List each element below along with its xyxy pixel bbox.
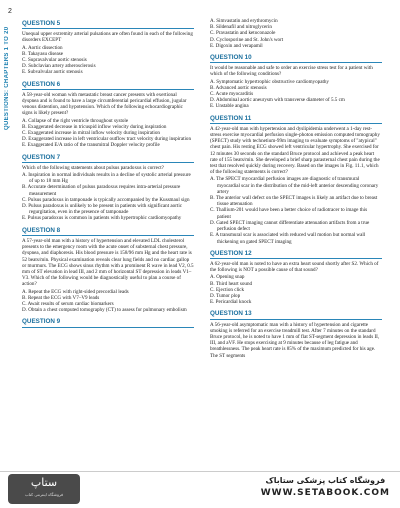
question-9-option-c: C. Pravastatin and ketoconazole [210, 30, 276, 37]
question-9-option-e: E. Digoxin and verapamil [210, 42, 263, 49]
right-column [210, 18, 382, 360]
question-9-option-a: A. Simvastatin and erythromycin [210, 18, 278, 24]
question-6-heading: QUESTION 6 [22, 82, 194, 90]
footer-text-block [261, 475, 390, 500]
question-12-stem: A 62-year-old man is noted to have an extra heart sound shortly after S2. Which of the following is NOT a possible cause of that sound? [210, 260, 379, 274]
question-10-option-a: A. Symptomatic hypertrophic obstructive cardiomyopathy [210, 78, 329, 85]
question-6-option-c: C. Exaggerated increase in mitral inflow velocity during inspiration [22, 130, 160, 137]
question-6-stem: A 58-year-old woman with metastatic breast cancer presents with exertional dyspnea and is found to have a large circumferential pericardial effusion, jugular venous distention, and hypotension. Which of the following echocardiographic signs is likely present? [22, 91, 187, 117]
question-7-option-d: D. Pulsus paradoxus is unlikely to be present in patients with significant aortic regurgitation, even in the presence of tamponade [22, 203, 183, 216]
question-7-option-c: C. Pulsus paradoxus in tamponade is typically accompanied by the Kussmaul sign [22, 196, 190, 203]
question-6-option-d: D. Exaggerated increase in left ventricular outflow tract velocity during inspiration [22, 136, 192, 143]
question-5-option-a: A. Aortic dissection [22, 44, 63, 51]
question-8-option-a: A. Repeat the ECG with right-sided precordial leads [22, 288, 129, 295]
question-5-option-b: B. Takayasu disease [22, 50, 63, 57]
question-10-option-e: E. Unstable angina [210, 103, 249, 110]
question-9-option-d: D. Cyclosporine and St. John's wort [210, 36, 284, 43]
left-column [22, 18, 194, 330]
question-7-option-b: B. Accurate determination of pulsus paradoxus requires intra-arterial pressure measurement [22, 184, 181, 197]
logo-text: ستاپ [30, 476, 58, 489]
store-url[interactable]: WWW.SETABOOK.COM [260, 488, 390, 498]
question-12-heading: QUESTION 12 [210, 251, 382, 259]
question-9-option-b: B. Sildenafil and nitroglycerin [210, 24, 272, 31]
question-10-heading: QUESTION 10 [210, 55, 382, 63]
question-8-option-b: B. Repeat the ECG with V7–V9 leads [22, 294, 100, 301]
question-10-option-c: C. Acute myocarditis [210, 91, 254, 98]
question-6-option-e: E. Exaggerated E/A ratio of the transmitral Doppler velocity profile [22, 142, 160, 149]
question-5-option-d: D. Subclavian artery atherosclerosis [22, 63, 96, 70]
question-12-option-c: C. Ejection click [210, 286, 245, 293]
question-5-option-e: E. Subvalvular aortic stenosis [22, 69, 83, 76]
question-7-option-a: A. Inspiration in normal individuals results in a decline of systolic arterial pressure of up to 18 mm Hg [22, 172, 191, 185]
question-12-option-e: E. Pericardial knock [210, 299, 252, 306]
question-6-option-a: A. Collapse of the right ventricle throughout systole [22, 117, 129, 124]
question-7-stem: Which of the following statements about pulsus paradoxus is correct? [22, 164, 164, 171]
question-7-option-e: E. Pulsus paradoxus is common in patients with hypertrophic cardiomyopathy [22, 215, 182, 222]
question-5-stem: Unequal upper extremity arterial pulsations are often found in each of the following disorders EXCEPT [22, 31, 193, 44]
question-5-heading: QUESTION 5 [22, 21, 194, 29]
question-12-option-a: A. Opening snap [210, 274, 245, 281]
question-6-option-b: B. Exaggerated decrease in tricuspid inflow velocity during inspiration [22, 123, 167, 130]
chapter-side-tab: QUESTIONS: CHAPTERS 1 TO 20 [4, 26, 10, 130]
store-name: فروشگاه کتاب پزشکی ستاباک [265, 476, 386, 485]
logo-subtitle: فروشگاه اینترنتی کتاب [24, 492, 64, 497]
question-11-option-c: C. Thallium-201 would have been a better choice of radiotracer to image this patient [210, 207, 368, 220]
question-10-stem: It would be reasonable and safe to order an exercise stress test for a patient with which of the following conditions? [210, 65, 373, 78]
question-9-heading: QUESTION 9 [22, 319, 194, 327]
question-7-heading: QUESTION 7 [22, 155, 194, 163]
question-10-option-b: B. Advanced aortic stenosis [210, 84, 267, 91]
publisher-logo [8, 474, 80, 504]
question-11-heading: QUESTION 11 [210, 116, 382, 124]
question-8-option-c: C. Await results of serum cardiac biomarkers [22, 300, 114, 307]
question-11-stem: A 42-year-old man with hypertension and dyslipidemia underwent a 1-day rest-stress exercise myocardial perfusion single-photon emission computed tomography (SPECT) study with technetium-99m imaging to evaluate symptoms of "atypical" chest pain. His resting ECG showed left ventricular hypertrophy. She exercised for 12 minutes 30 seconds on the standard Bruce protocol and achieved a peak heart rate of 155 beats/min. She developed a brief sharp parasternal chest pain during the test that resolved quickly during recovery. Based on the images in Fig. 11.1, which of the following statements is correct? [210, 125, 380, 176]
question-13-heading: QUESTION 13 [210, 311, 382, 319]
question-5-option-c: C. Supravalvular aortic stenosis [22, 57, 87, 64]
question-11-option-a: A. The SPECT myocardial perfusion images are diagnostic of transmural myocardial scar in the distribution of the mid-left anterior descending coronary artery [210, 176, 379, 195]
page-number: 2 [8, 8, 12, 15]
question-12-option-b: B. Third heart sound [210, 280, 253, 287]
question-11-option-d: D. Gated SPECT imaging cannot differentiate attenuation artifacts from a true perfusion defect [210, 219, 370, 233]
question-11-option-b: B. The anterior wall defect on the SPECT images is likely an artifact due to breast tissue attenuation [210, 195, 378, 208]
question-13-stem: A 56-year-old asymptomatic man with a history of hypertension and cigarette smoking is referred for an exercise treadmill test. After 7 minutes on the standard Bruce protocol, he is noted to have 1 mm of flat ST-segment depression in leads II, III, and aVF. He stops exercising at 9 minutes because of leg fatigue and breathlessness. The peak heart rate is 85% of the maximum predicted for his age. The ST segments [210, 321, 380, 359]
question-8-option-d: D. Obtain a chest computed tomography (CT) to assess for pulmonary embolism [22, 307, 187, 314]
question-8-stem: A 57-year-old man with a history of hypertension and elevated LDL cholesterol presents to the emergency room with the acute onset of substernal chest pressure, dyspnea, and diaphoresis. His blood pressure is 158/96 mm Hg and the heart rate is 52 beats/min. Physical examination reveals clear lung fields and no cardiac gallop or murmurs. The ECG shows sinus rhythm with a prominent R wave in lead V2, 0.5 mm of ST elevation in lead III, and 2 mm of horizontal ST depression in leads V1–V3. Which of the following would be diagnostically useful to plan a course of action? [22, 237, 194, 288]
question-12-option-d: D. Tumor plop [210, 292, 241, 299]
question-11-option-e: E. A transmural scar is associated with reduced wall motion but normal wall thickening on gated SPECT imaging [210, 232, 366, 245]
publisher-footer [0, 471, 400, 508]
question-8-heading: QUESTION 8 [22, 228, 194, 236]
question-10-option-d: D. Abdominal aortic aneurysm with transverse diameter of 5.5 cm [210, 97, 345, 104]
